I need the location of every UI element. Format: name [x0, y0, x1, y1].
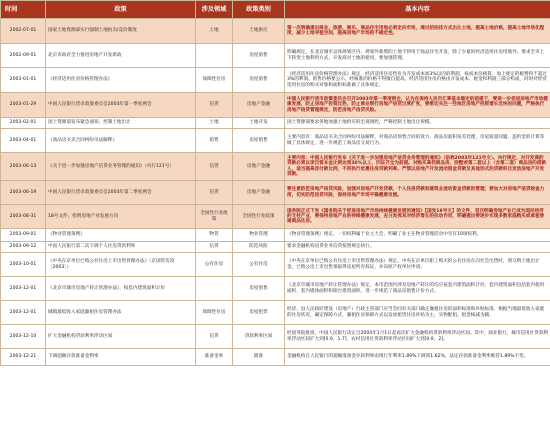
cell-category: 公有住房 — [233, 253, 285, 277]
cell-area: 准备金率 — [196, 349, 233, 366]
cell-area: 信贷 — [196, 181, 233, 205]
cell-content: 《经济适用住房价格管理办法》规定，经济适用住房售价为开发成本加3%以内的利润，按成本价核算，加上规定的税费和不超过3%的利润。销售价格要公示，经核准的价格不得擅自提高。经济适用住房价格由开发成本、税金和利润三部分构成，同时对经济适用住房的购买对象和面积标准做了具体规定。 — [285, 68, 550, 93]
cell-date: 2002-09-01 — [1, 44, 46, 68]
cell-date: 2003-12-21 — [1, 349, 46, 366]
cell-area: 信贷 — [196, 325, 233, 349]
table-row — [1, 93, 550, 118]
cell-policy: 中国人民银行第二次下调个人住房贷款利率 — [46, 242, 196, 253]
cell-policy: 扩大金融机构贷款利率浮动区间 — [46, 325, 196, 349]
cell-policy: 《物业管理条例》 — [46, 229, 196, 242]
cell-date: 2003-01-29 — [1, 93, 46, 118]
cell-category: 房屋销售 — [233, 129, 285, 153]
cell-category: 贷款利率区间 — [233, 325, 285, 349]
cell-category: 房屋销售 — [233, 68, 285, 93]
table-row — [1, 68, 550, 93]
cell-area — [196, 277, 233, 301]
cell-date: 2003-09-01 — [1, 229, 46, 242]
cell-content: 中国人民银行货币政策委员会召开2003年第一季度例会，认为在保持人民币汇率基本稳定的前提下，要进一步促进房地产市场健康发展，防止房地产投资过热，防止商业银行房地产信贷过度扩张，要密切关注一些地区房地产投资增长过快的问题，严格执行房地产信贷管理规定，防范房地产信贷风险。 — [285, 93, 550, 118]
cell-category: 房屋租赁 — [233, 301, 285, 325]
cell-policy: 中国人民银行货币政策委员会2003年第一季度例会 — [46, 93, 196, 118]
cell-category: 房屋销售 — [233, 44, 285, 68]
header-category: 政策类别 — [233, 1, 285, 19]
cell-policy: 《关于进一步加强房地产信贷业务管理的通知》（央行121号） — [46, 153, 196, 181]
table-row — [1, 325, 550, 349]
cell-content: 《物业管理条例》规定，一切权利属于业主大会，明确了业主在物业管理活动中享有10项权利。 — [285, 229, 550, 242]
cell-date: 2003-08-31 — [1, 205, 46, 229]
cell-date: 2003-04-01 — [1, 129, 46, 153]
cell-content: 要求金融机构房贷业务信贷按照规定执行。 — [285, 242, 550, 253]
cell-content: 要注意防范房地产信贷风险，加强对房地产开发贷款、个人住房贷款和建筑业流动资金贷款的管理；要加大对房地产信贷检查力度，切实防范信贷风险，保持房地产市场平稳健康发展。 — [285, 181, 550, 205]
cell-category: 房屋销售 — [233, 277, 285, 301]
table-row — [1, 181, 550, 205]
cell-content: 《北京市城市房地产转让管理办法》规定，本市范围内涉及房地产转让的均应按套内建筑面积计价，套内建筑面积包括套内使用面积、套内墙体面积和阳台建筑面积，进一步规范了商品房销售计价方式。 — [285, 277, 550, 301]
cell-date: 2003-12-01 — [1, 277, 46, 301]
cell-policy: 下调超额存款准备金利率 — [46, 349, 196, 366]
cell-area: 公有住房 — [196, 253, 233, 277]
cell-date: 2003-12-01 — [1, 301, 46, 325]
table-row — [1, 205, 550, 229]
cell-date: 2002-07-01 — [1, 19, 46, 44]
cell-area: 全国性行业政策 — [196, 205, 233, 229]
cell-content: 经国务院批准，中国人民银行决定自2004年1月1日起再次扩大金融机构贷款利率浮动区间。其中，商业银行、城市信用社贷款利率浮动区间扩大到[0.9，1.7]，农村信用社贷款利率浮动区间扩大到[0.9，2]。 — [285, 325, 550, 349]
cell-category: 房地产金融 — [233, 153, 285, 181]
cell-content: 国务院正式下发《国务院关于促进房地产市场持续健康发展的通知》【国发18号文】的文件，首次明确房地产业已成为国民经济的支柱产业，要保持房地产业的持续健康发展，充分发挥其对经济增长的拉动作用，明确提出要逐步实现多数家庭购买或承租普通商品住房。 — [285, 205, 550, 229]
cell-date: 2003-06-19 — [1, 181, 46, 205]
cell-area: 保障性住房 — [196, 68, 233, 93]
cell-policy: 城镇最低收入家庭廉租住房管理办法 — [46, 301, 196, 325]
cell-area: 信贷 — [196, 242, 233, 253]
cell-category: 降准 — [233, 349, 285, 366]
cell-area: 销售 — [196, 129, 233, 153]
cell-category: 防范风险 — [233, 242, 285, 253]
cell-category: 全国性行业政策 — [233, 205, 285, 229]
cell-category: 土地供应 — [233, 19, 285, 44]
header-area: 涉及领域 — [196, 1, 233, 19]
table-row — [1, 349, 550, 366]
cell-content: 国土资源部要求各地加强土地供应的宏观调控，严格控制土地出让规模。 — [285, 118, 550, 129]
cell-content: 明确规定，在北京城市总体规划区内，规划外新增的土地不得用于商品住宅开发，除了少量的经济适用住房用地外。要求全市上下转变土地利用方式，开发商对土地的使用，要加强管理。 — [285, 44, 550, 68]
cell-content: 主要内容：中国人民银行发布《关于进一步加强房地产信贷业务管理的通知》（俗称2003年121号文）。央行规定，对开发商的贷款必须以项目资本金比例达到30%以上、四证齐全为前提。对购买高档商品房、别墅或第二套以上（含第二套）商品房的借款人，适当提高首付款比例，不再执行优惠住房贷款利率。严禁以房地产开发流动资金贷款及其他形式的贷款科目发放房地产开发贷款。 — [285, 153, 550, 181]
cell-date: 2003-10-01 — [1, 253, 46, 277]
cell-policy: 国土资源部发布紧急通知，控制土地出让 — [46, 118, 196, 129]
cell-content: 主要内容有：商品房买卖合同纠纷司法解释，对商品房预售合同的效力、商品房面积误差处理，房屋质量问题，违约金的计算等做了具体规定，进一步规范了商品房交易行为。 — [285, 129, 550, 153]
cell-area — [196, 44, 233, 68]
table-row — [1, 229, 550, 242]
cell-area: 信贷 — [196, 153, 233, 181]
table-row — [1, 118, 550, 129]
cell-policy: 18号文件，指明房地产业发展方向 — [46, 205, 196, 229]
cell-area: 物管 — [196, 229, 233, 242]
cell-category: 房地产金融 — [233, 181, 285, 205]
cell-content: 第一次明确提出商业、旅游、娱乐、商品住宅用地必须走向市场，通过招拍挂方式出让土地，提高土地价格，提高土地市场化程度，减少土地寻租空间，提高房地产市场的不确定性。 — [285, 19, 550, 44]
cell-policy: 《中央在京单位已购公有住房上市出售管理办法》（京国管房改〔2003〕） — [46, 253, 196, 277]
cell-area: 土地 — [196, 19, 233, 44]
cell-date: 2003-09-12 — [1, 242, 46, 253]
cell-area: 信贷 — [196, 93, 233, 118]
cell-area: 土地 — [196, 118, 233, 129]
table-body — [1, 19, 550, 366]
table-row — [1, 19, 550, 44]
cell-policy: 《商品房买卖合同纠纷司法解释》 — [46, 129, 196, 153]
cell-content: 《中央在京单位已购公有住房上市出售管理办法》规定，中央在京单位职工购买的公有住房在向社会出售时，须交纳土地出让金，已购公房上市出售须取得房屋所有权证，并向原产权单位申请。 — [285, 253, 550, 277]
header-policy: 政策 — [46, 1, 196, 19]
cell-content: 经济、县人民政府建设（房地产）行政主管部门应当会同有关部门确定廉租住房的面积标准和补贴标准，根据当地最低收入家庭的住房状况，确定保障方式，廉租住房保障方式以发放租赁住房补贴为主，实物配租、租金核减为辅。 — [285, 301, 550, 325]
table-row — [1, 129, 550, 153]
cell-content: 金融机构在人民银行的超额准备金存款利率由现行年利率1.89%下调到1.62%，法定存款准备金利率维持1.89%不变。 — [285, 349, 550, 366]
cell-date: 2003-02-01 — [1, 118, 46, 129]
header-content: 基本内容 — [285, 1, 550, 19]
cell-date: 2003-06-13 — [1, 153, 46, 181]
cell-date: 2003-12-10 — [1, 325, 46, 349]
cell-area: 保障性住房 — [196, 301, 233, 325]
table-row — [1, 277, 550, 301]
cell-category: 物业管理 — [233, 229, 285, 242]
cell-category: 房地产金融 — [233, 93, 285, 118]
cell-policy: 中国人民银行货币政策委员会2003年第二季度例会 — [46, 181, 196, 205]
table-row — [1, 253, 550, 277]
cell-category: 土地开发 — [233, 118, 285, 129]
cell-date: 2003-01-01 — [1, 68, 46, 93]
table-row — [1, 153, 550, 181]
header-date: 时间 — [1, 1, 46, 19]
table-row — [1, 242, 550, 253]
table-header-row — [1, 1, 550, 19]
table-row — [1, 301, 550, 325]
cell-policy: 国家土地资源部实行强制土地拍卖/竞价制度 — [46, 19, 196, 44]
table-row — [1, 44, 550, 68]
cell-policy: 《北京市城市房地产转让管理办法》，按套内建筑面积计价 — [46, 277, 196, 301]
cell-policy: 北京市政府全力推进房地产开发新政 — [46, 44, 196, 68]
cell-policy: 《经济适用住房价格管理办法》 — [46, 68, 196, 93]
